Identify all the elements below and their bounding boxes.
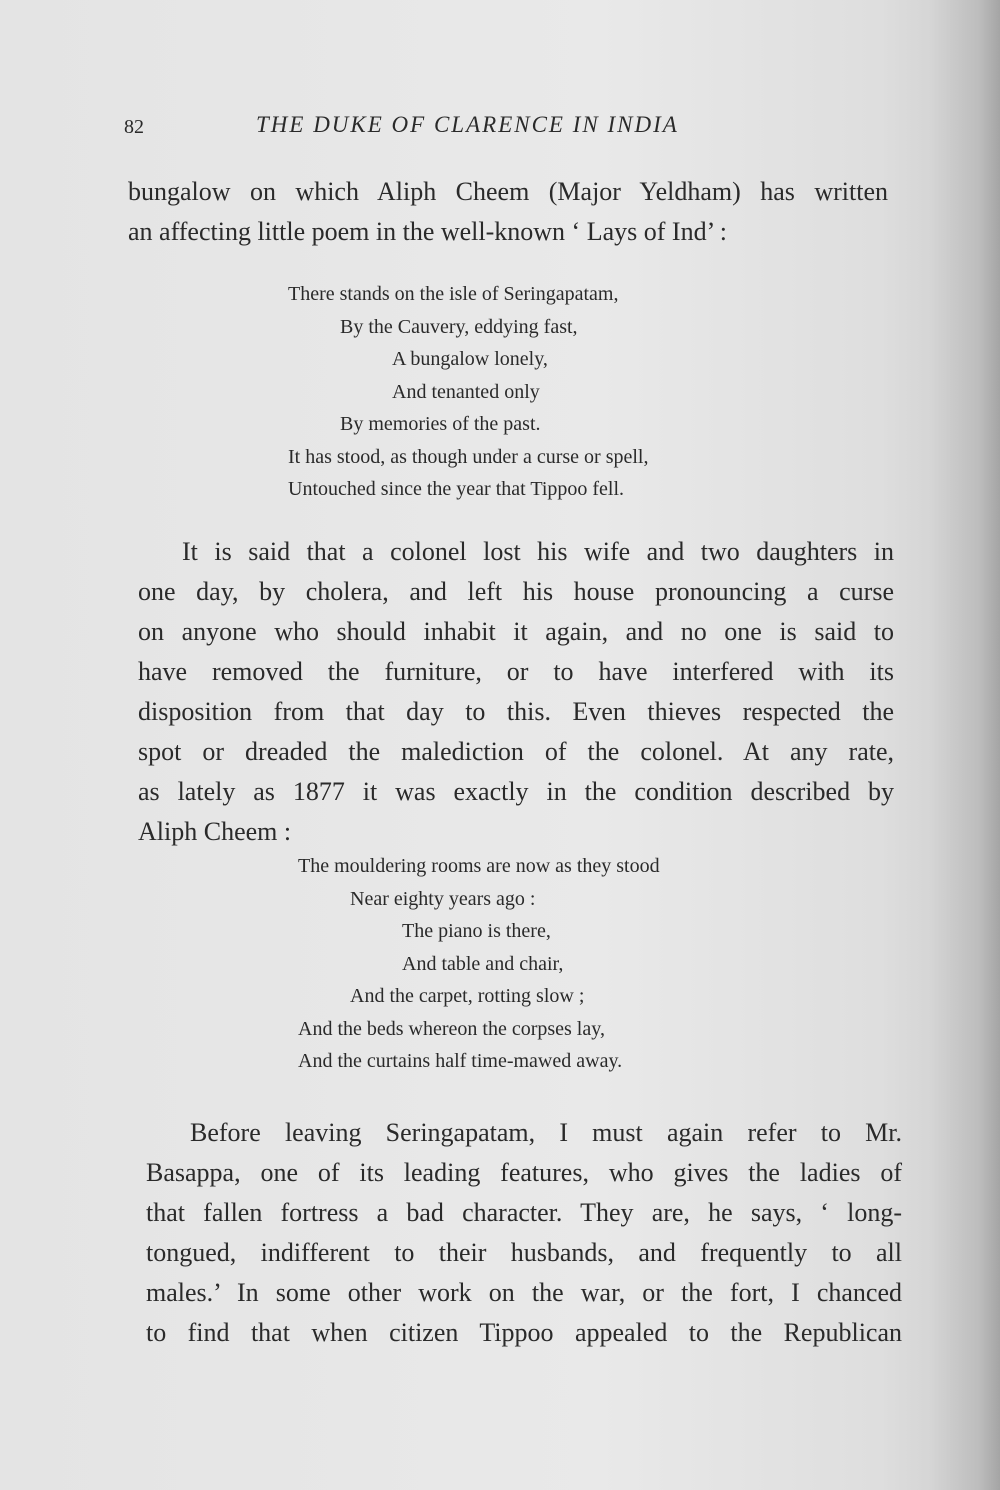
text-line: on anyone who should inhabit it again, and no one is said to <box>138 617 894 646</box>
paragraph-colonel-curse <box>138 532 894 852</box>
text-line: tongued, indifferent to their husbands, and frequently to all <box>146 1238 902 1267</box>
verse-line: Near eighty years ago : <box>350 887 536 910</box>
running-head <box>124 112 764 144</box>
text-line: as lately as 1877 it was exactly in the condition described by <box>138 777 894 806</box>
page-number: 82 <box>124 116 144 138</box>
text-line: Before leaving Seringapatam, I must again refer to Mr. <box>190 1118 902 1147</box>
text-line: have removed the furniture, or to have interfered with its <box>138 657 894 686</box>
verse-lays-of-ind-2 <box>298 850 660 1078</box>
verse-line: By memories of the past. <box>340 413 541 435</box>
verse-line: And the curtains half time-mawed away. <box>298 1050 623 1072</box>
text-line: Aliph Cheem : <box>138 817 292 846</box>
text-line: males.’ In some other work on the war, or the fort, I chanced <box>146 1278 902 1307</box>
verse-line: It has stood, as though under a curse or spell, <box>288 445 649 468</box>
text-line: that fallen fortress a bad character. They are, he says, ‘ long- <box>146 1198 902 1227</box>
verse-line: By the Cauvery, eddying fast, <box>340 315 578 338</box>
verse-line: The mouldering rooms are now as they stood <box>298 855 660 877</box>
verse-line: And table and chair, <box>402 952 564 975</box>
text-line: bungalow on which Aliph Cheem (Major Yeldham) has written <box>128 177 888 206</box>
text-line: spot or dreaded the malediction of the colonel. At any rate, <box>138 737 894 766</box>
text-line: to find that when citizen Tippoo appealed to the Republican <box>146 1318 902 1347</box>
verse-line: A bungalow lonely, <box>392 348 548 370</box>
text-line: one day, by cholera, and left his house pronouncing a curse <box>138 577 894 606</box>
paragraph-intro <box>128 172 888 252</box>
text-line: It is said that a colonel lost his wife and two daughters in <box>182 537 894 566</box>
text-line: Basappa, one of its leading features, who gives the ladies of <box>146 1158 902 1187</box>
verse-line: And the beds whereon the corpses lay, <box>298 1017 605 1040</box>
text-line: an affecting little poem in the well-known ‘ Lays of Ind’ : <box>128 217 728 246</box>
verse-lays-of-ind-1 <box>288 278 648 506</box>
verse-line: The piano is there, <box>402 920 551 942</box>
verse-line: And tenanted only <box>392 380 540 403</box>
text-line: disposition from that day to this. Even thieves respected the <box>138 697 894 726</box>
verse-line: There stands on the isle of Seringapatam, <box>288 283 619 305</box>
paragraph-basappa <box>146 1113 902 1353</box>
verse-line: And the carpet, rotting slow ; <box>350 985 585 1007</box>
running-title: THE DUKE OF CLARENCE IN INDIA <box>256 112 679 137</box>
verse-line: Untouched since the year that Tippoo fell. <box>288 478 625 500</box>
